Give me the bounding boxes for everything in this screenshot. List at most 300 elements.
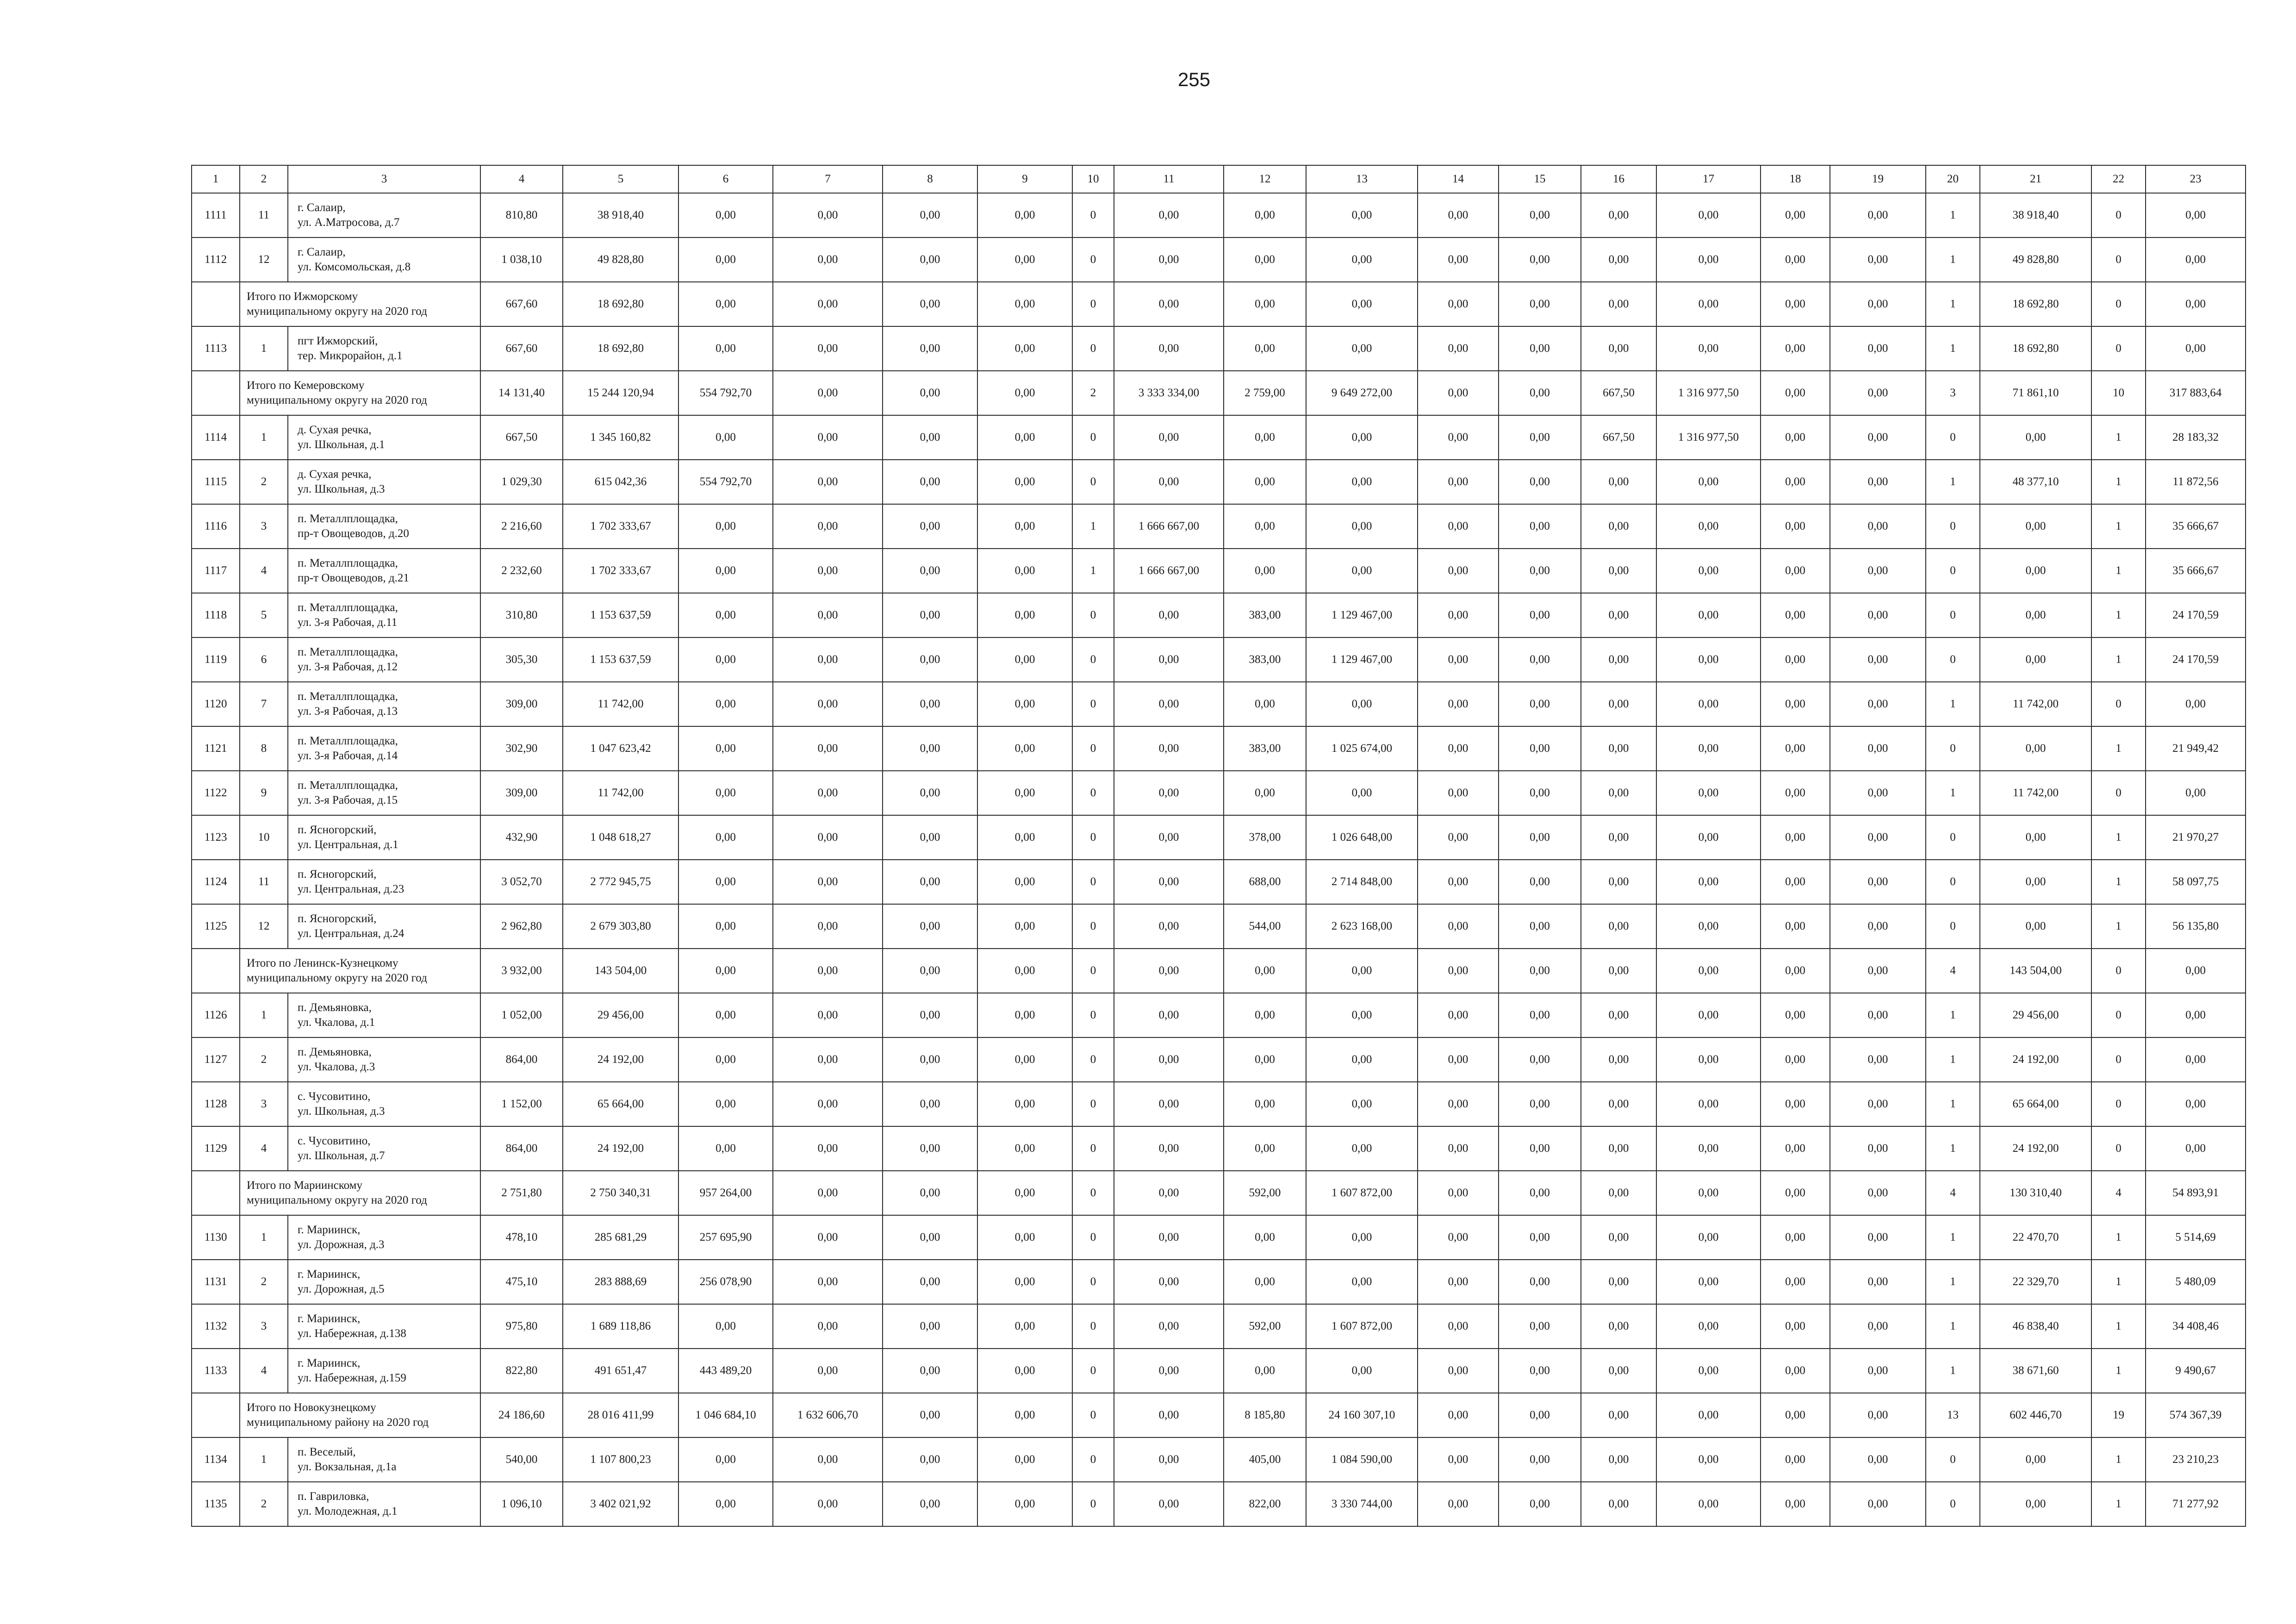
address-cell — [288, 1437, 480, 1482]
address-line: ул. 3-я Рабочая, д.15 — [298, 794, 398, 806]
value-cell: 0,00 — [883, 415, 977, 460]
value-cell: 130 310,40 — [1980, 1171, 2091, 1215]
value-cell: 0,00 — [1418, 504, 1499, 549]
value-cell: 0,00 — [1656, 1037, 1761, 1082]
value-cell: 0,00 — [1830, 326, 1926, 371]
value-cell: 1 — [2091, 549, 2146, 593]
value-cell: 0 — [2091, 771, 2146, 815]
value-cell: 0,00 — [883, 282, 977, 326]
value-cell: 0 — [1072, 326, 1114, 371]
subtotal-row — [192, 282, 2246, 326]
value-cell: 1 — [2091, 1482, 2146, 1526]
sub-number-cell: 12 — [240, 904, 288, 949]
value-cell: 0,00 — [1656, 993, 1761, 1037]
value-cell: 1 345 160,82 — [563, 415, 678, 460]
value-cell: 0,00 — [1224, 993, 1306, 1037]
value-cell: 143 504,00 — [1980, 949, 2091, 993]
subtotal-row — [192, 371, 2246, 415]
column-number-cell: 21 — [1980, 165, 2091, 193]
value-cell: 0,00 — [1980, 1482, 2091, 1526]
value-cell: 1 025 674,00 — [1306, 726, 1418, 771]
value-cell: 0,00 — [1581, 1393, 1656, 1437]
address-line: г. Мариинск, — [298, 1357, 361, 1369]
value-cell: 0,00 — [1830, 237, 1926, 282]
value-cell: 0,00 — [977, 282, 1072, 326]
address-cell — [288, 549, 480, 593]
value-cell: 0,00 — [1499, 282, 1581, 326]
subtotal-label — [240, 1393, 480, 1437]
value-cell: 302,90 — [480, 726, 563, 771]
value-cell: 0,00 — [977, 993, 1072, 1037]
address-line: ул. Центральная, д.24 — [298, 927, 404, 940]
value-cell: 0,00 — [2146, 237, 2246, 282]
value-cell: 9 490,67 — [2146, 1349, 2246, 1393]
value-cell: 0,00 — [1306, 326, 1418, 371]
row-number-cell: 1135 — [192, 1482, 240, 1526]
value-cell: 0,00 — [1114, 1260, 1224, 1304]
value-cell: 810,80 — [480, 193, 563, 237]
value-cell: 383,00 — [1224, 637, 1306, 682]
value-cell: 0,00 — [1656, 593, 1761, 637]
value-cell: 0,00 — [1418, 1260, 1499, 1304]
value-cell: 9 649 272,00 — [1306, 371, 1418, 415]
value-cell: 54 893,91 — [2146, 1171, 2246, 1215]
value-cell: 65 664,00 — [1980, 1082, 2091, 1126]
value-cell: 478,10 — [480, 1215, 563, 1260]
value-cell: 0,00 — [1499, 949, 1581, 993]
value-cell: 0,00 — [883, 460, 977, 504]
row-number-cell: 1123 — [192, 815, 240, 860]
value-cell: 3 330 744,00 — [1306, 1482, 1418, 1526]
sub-number-cell: 2 — [240, 1037, 288, 1082]
address-line: г. Мариинск, — [298, 1268, 361, 1280]
value-cell: 0,00 — [1656, 1393, 1761, 1437]
value-cell: 0,00 — [1114, 815, 1224, 860]
table-row — [192, 1082, 2246, 1126]
value-cell: 1 702 333,67 — [563, 549, 678, 593]
address-line: с. Чусовитино, — [298, 1090, 371, 1103]
value-cell: 0,00 — [773, 415, 883, 460]
value-cell: 0,00 — [977, 1393, 1072, 1437]
value-cell: 0,00 — [678, 904, 773, 949]
value-cell: 0,00 — [977, 326, 1072, 371]
subtotal-label-line: Итого по Ижморскому — [247, 290, 358, 303]
value-cell: 0,00 — [1980, 549, 2091, 593]
value-cell: 0,00 — [1761, 1304, 1830, 1349]
address-line: пр-т Овощеводов, д.20 — [298, 527, 409, 540]
value-cell: 24 192,00 — [563, 1126, 678, 1171]
value-cell: 0,00 — [773, 993, 883, 1037]
value-cell: 0,00 — [678, 1437, 773, 1482]
value-cell: 0,00 — [1306, 460, 1418, 504]
table-row — [192, 771, 2246, 815]
value-cell: 0,00 — [1830, 815, 1926, 860]
value-cell: 0,00 — [773, 237, 883, 282]
table-row — [192, 1482, 2246, 1526]
value-cell: 0,00 — [773, 637, 883, 682]
value-cell: 0,00 — [773, 682, 883, 726]
value-cell: 574 367,39 — [2146, 1393, 2246, 1437]
value-cell: 0,00 — [1656, 637, 1761, 682]
value-cell: 0,00 — [1656, 1304, 1761, 1349]
value-cell: 0,00 — [1656, 904, 1761, 949]
value-cell: 1 — [2091, 1349, 2146, 1393]
value-cell: 975,80 — [480, 1304, 563, 1349]
value-cell: 3 402 021,92 — [563, 1482, 678, 1526]
value-cell: 1 038,10 — [480, 237, 563, 282]
value-cell: 11 872,56 — [2146, 460, 2246, 504]
value-cell: 285 681,29 — [563, 1215, 678, 1260]
value-cell: 432,90 — [480, 815, 563, 860]
value-cell: 1 — [1926, 1126, 1980, 1171]
value-cell: 540,00 — [480, 1437, 563, 1482]
value-cell: 0,00 — [1306, 1037, 1418, 1082]
value-cell: 1 — [2091, 637, 2146, 682]
table-row — [192, 1349, 2246, 1393]
value-cell: 667,50 — [1581, 415, 1656, 460]
sub-number-cell: 11 — [240, 860, 288, 904]
value-cell: 0,00 — [1656, 282, 1761, 326]
value-cell: 0,00 — [678, 326, 773, 371]
column-number-cell: 16 — [1581, 165, 1656, 193]
value-cell: 0,00 — [1830, 193, 1926, 237]
value-cell: 1 029,30 — [480, 460, 563, 504]
address-line: ул. Набережная, д.159 — [298, 1372, 406, 1384]
value-cell: 0,00 — [1761, 1260, 1830, 1304]
value-cell: 0 — [1072, 1393, 1114, 1437]
sub-number-cell: 3 — [240, 1082, 288, 1126]
value-cell: 1 — [1926, 1215, 1980, 1260]
value-cell: 1 — [2091, 415, 2146, 460]
value-cell: 0,00 — [1830, 1215, 1926, 1260]
value-cell: 0,00 — [1499, 815, 1581, 860]
value-cell: 0 — [1072, 1349, 1114, 1393]
value-cell: 0 — [2091, 1126, 2146, 1171]
address-line: п. Металлплощадка, — [298, 690, 398, 703]
value-cell: 0,00 — [883, 682, 977, 726]
value-cell: 71 277,92 — [2146, 1482, 2246, 1526]
value-cell: 0,00 — [1581, 193, 1656, 237]
value-cell: 0,00 — [1761, 1082, 1830, 1126]
row-number-cell: 1112 — [192, 237, 240, 282]
row-number-cell: 1131 — [192, 1260, 240, 1304]
value-cell: 0,00 — [773, 726, 883, 771]
value-cell: 0,00 — [2146, 193, 2246, 237]
address-line: ул. Набережная, д.138 — [298, 1327, 406, 1340]
value-cell: 14 131,40 — [480, 371, 563, 415]
value-cell: 0,00 — [1224, 1349, 1306, 1393]
value-cell: 0,00 — [883, 1260, 977, 1304]
value-cell: 0,00 — [1761, 949, 1830, 993]
value-cell: 11 742,00 — [563, 771, 678, 815]
value-cell: 0,00 — [977, 415, 1072, 460]
value-cell: 615 042,36 — [563, 460, 678, 504]
value-cell: 0,00 — [773, 1260, 883, 1304]
value-cell: 0,00 — [1499, 460, 1581, 504]
value-cell: 0,00 — [1224, 549, 1306, 593]
address-line: г. Мариинск, — [298, 1312, 361, 1325]
value-cell: 0,00 — [1114, 860, 1224, 904]
value-cell: 0,00 — [1830, 904, 1926, 949]
value-cell: 0,00 — [773, 1482, 883, 1526]
value-cell: 0,00 — [1114, 1482, 1224, 1526]
value-cell: 0,00 — [1418, 237, 1499, 282]
value-cell: 0,00 — [2146, 993, 2246, 1037]
subtotal-row — [192, 1171, 2246, 1215]
row-number-cell: 1120 — [192, 682, 240, 726]
address-line: п. Ясногорский, — [298, 868, 377, 881]
sub-number-cell: 1 — [240, 326, 288, 371]
value-cell: 0,00 — [1306, 771, 1418, 815]
value-cell: 4 — [2091, 1171, 2146, 1215]
value-cell: 0,00 — [1761, 860, 1830, 904]
value-cell: 10 — [2091, 371, 2146, 415]
value-cell: 0,00 — [773, 949, 883, 993]
value-cell: 0,00 — [773, 860, 883, 904]
value-cell: 0,00 — [773, 1437, 883, 1482]
row-number-cell: 1115 — [192, 460, 240, 504]
value-cell: 24 170,59 — [2146, 593, 2246, 637]
address-cell — [288, 1482, 480, 1526]
value-cell: 0,00 — [1980, 860, 2091, 904]
value-cell: 1 — [2091, 460, 2146, 504]
row-number-cell: 1118 — [192, 593, 240, 637]
value-cell: 0,00 — [1499, 1215, 1581, 1260]
address-line: п. Ясногорский, — [298, 824, 377, 836]
value-cell: 0,00 — [1306, 682, 1418, 726]
value-cell: 0,00 — [1656, 1126, 1761, 1171]
value-cell: 1 316 977,50 — [1656, 415, 1761, 460]
address-line: ул. Вокзальная, д.1а — [298, 1461, 397, 1473]
value-cell: 0,00 — [1581, 1437, 1656, 1482]
value-cell: 0,00 — [977, 237, 1072, 282]
value-cell: 0 — [1926, 904, 1980, 949]
value-cell: 0,00 — [1581, 1082, 1656, 1126]
value-cell: 256 078,90 — [678, 1260, 773, 1304]
value-cell: 0 — [1926, 726, 1980, 771]
value-cell: 0,00 — [773, 815, 883, 860]
row-number-cell: 1130 — [192, 1215, 240, 1260]
value-cell: 0,00 — [883, 1126, 977, 1171]
value-cell: 0,00 — [1114, 193, 1224, 237]
value-cell: 0,00 — [883, 1437, 977, 1482]
value-cell: 0,00 — [1499, 682, 1581, 726]
value-cell: 310,80 — [480, 593, 563, 637]
value-cell: 0,00 — [883, 1393, 977, 1437]
row-number-cell: 1116 — [192, 504, 240, 549]
value-cell: 0,00 — [678, 549, 773, 593]
value-cell: 0,00 — [1114, 1393, 1224, 1437]
value-cell: 0,00 — [1418, 1393, 1499, 1437]
value-cell: 0,00 — [1499, 904, 1581, 949]
value-cell: 0,00 — [883, 371, 977, 415]
value-cell: 0,00 — [1830, 460, 1926, 504]
row-number-cell: 1126 — [192, 993, 240, 1037]
value-cell: 0,00 — [883, 237, 977, 282]
value-cell: 0,00 — [1418, 1082, 1499, 1126]
value-cell: 0,00 — [1581, 949, 1656, 993]
value-cell: 0,00 — [1656, 1171, 1761, 1215]
value-cell: 0 — [1926, 637, 1980, 682]
sub-number-cell: 2 — [240, 1260, 288, 1304]
value-cell: 1 — [1926, 193, 1980, 237]
value-cell: 0,00 — [1306, 504, 1418, 549]
table-row — [192, 1260, 2246, 1304]
value-cell: 0,00 — [1761, 1393, 1830, 1437]
value-cell: 0,00 — [1224, 326, 1306, 371]
address-cell — [288, 726, 480, 771]
value-cell: 48 377,10 — [1980, 460, 2091, 504]
address-cell — [288, 637, 480, 682]
subtotal-label — [240, 1171, 480, 1215]
value-cell: 0,00 — [1581, 282, 1656, 326]
value-cell: 0,00 — [883, 815, 977, 860]
sub-number-cell: 4 — [240, 549, 288, 593]
value-cell: 0,00 — [1418, 549, 1499, 593]
value-cell: 0,00 — [1830, 860, 1926, 904]
address-line: ул. Дорожная, д.5 — [298, 1283, 385, 1295]
address-line: пр-т Овощеводов, д.21 — [298, 572, 409, 584]
value-cell: 0,00 — [1761, 415, 1830, 460]
value-cell: 1 — [2091, 860, 2146, 904]
value-cell: 0,00 — [1761, 326, 1830, 371]
value-cell: 0,00 — [1499, 1171, 1581, 1215]
value-cell: 0 — [1072, 993, 1114, 1037]
value-cell: 0,00 — [678, 237, 773, 282]
sub-number-cell: 4 — [240, 1349, 288, 1393]
table-row — [192, 326, 2246, 371]
value-cell: 1 316 977,50 — [1656, 371, 1761, 415]
value-cell: 1 129 467,00 — [1306, 593, 1418, 637]
address-line: с. Чусовитино, — [298, 1135, 371, 1147]
value-cell: 443 489,20 — [678, 1349, 773, 1393]
sub-number-cell: 1 — [240, 415, 288, 460]
value-cell: 0,00 — [1499, 593, 1581, 637]
value-cell: 2 759,00 — [1224, 371, 1306, 415]
sub-number-cell: 1 — [240, 1215, 288, 1260]
column-number-cell: 7 — [773, 165, 883, 193]
value-cell: 0,00 — [1224, 682, 1306, 726]
value-cell: 3 932,00 — [480, 949, 563, 993]
column-number-cell: 1 — [192, 165, 240, 193]
row-number-cell: 1125 — [192, 904, 240, 949]
value-cell: 0,00 — [977, 637, 1072, 682]
table-row — [192, 415, 2246, 460]
value-cell: 0,00 — [1418, 1304, 1499, 1349]
value-cell: 2 216,60 — [480, 504, 563, 549]
column-number-cell: 8 — [883, 165, 977, 193]
column-number-cell: 17 — [1656, 165, 1761, 193]
value-cell: 822,80 — [480, 1349, 563, 1393]
address-line: ул. 3-я Рабочая, д.14 — [298, 750, 398, 762]
address-line: тер. Микрорайон, д.1 — [298, 350, 403, 362]
address-cell — [288, 1082, 480, 1126]
address-line: ул. Чкалова, д.1 — [298, 1016, 375, 1029]
value-cell: 0,00 — [1656, 237, 1761, 282]
value-cell: 0,00 — [678, 415, 773, 460]
table-row — [192, 860, 2246, 904]
value-cell: 0,00 — [977, 815, 1072, 860]
value-cell: 0,00 — [1761, 1215, 1830, 1260]
value-cell: 56 135,80 — [2146, 904, 2246, 949]
value-cell: 0,00 — [1114, 1126, 1224, 1171]
value-cell: 1 607 872,00 — [1306, 1171, 1418, 1215]
value-cell: 0,00 — [1581, 1482, 1656, 1526]
value-cell: 0 — [1072, 637, 1114, 682]
value-cell: 35 666,67 — [2146, 549, 2246, 593]
value-cell: 1 084 590,00 — [1306, 1437, 1418, 1482]
value-cell: 0 — [2091, 1082, 2146, 1126]
value-cell: 18 692,80 — [1980, 326, 2091, 371]
value-cell: 38 918,40 — [563, 193, 678, 237]
value-cell: 0,00 — [1656, 193, 1761, 237]
value-cell: 0 — [1072, 1171, 1114, 1215]
sub-number-cell: 2 — [240, 460, 288, 504]
address-cell — [288, 415, 480, 460]
table-row — [192, 237, 2246, 282]
value-cell: 0,00 — [1830, 1349, 1926, 1393]
address-cell — [288, 1349, 480, 1393]
row-number-cell: 1129 — [192, 1126, 240, 1171]
column-number-cell: 10 — [1072, 165, 1114, 193]
value-cell: 0,00 — [1499, 1437, 1581, 1482]
value-cell: 0,00 — [1224, 415, 1306, 460]
value-cell: 383,00 — [1224, 593, 1306, 637]
value-cell: 0,00 — [773, 1126, 883, 1171]
value-cell: 257 695,90 — [678, 1215, 773, 1260]
value-cell: 0,00 — [1830, 504, 1926, 549]
value-cell: 592,00 — [1224, 1304, 1306, 1349]
empty-number-cell — [192, 949, 240, 993]
row-number-cell: 1111 — [192, 193, 240, 237]
value-cell: 0,00 — [883, 726, 977, 771]
value-cell: 1 — [2091, 726, 2146, 771]
value-cell: 0,00 — [1499, 771, 1581, 815]
value-cell: 0,00 — [1761, 504, 1830, 549]
value-cell: 0,00 — [1114, 282, 1224, 326]
subtotal-label-line: муниципальному округу на 2020 год — [247, 972, 427, 984]
value-cell: 0,00 — [883, 593, 977, 637]
value-cell: 0,00 — [1761, 282, 1830, 326]
value-cell: 1 — [1926, 326, 1980, 371]
value-cell: 0 — [1072, 1304, 1114, 1349]
value-cell: 0,00 — [1581, 726, 1656, 771]
value-cell: 0,00 — [1761, 993, 1830, 1037]
value-cell: 0,00 — [1418, 682, 1499, 726]
value-cell: 0 — [1072, 1037, 1114, 1082]
value-cell: 378,00 — [1224, 815, 1306, 860]
value-cell: 21 970,27 — [2146, 815, 2246, 860]
value-cell: 1 153 637,59 — [563, 637, 678, 682]
value-cell: 0,00 — [1224, 237, 1306, 282]
table-row — [192, 504, 2246, 549]
value-cell: 0,00 — [1980, 593, 2091, 637]
value-cell: 1 — [2091, 1304, 2146, 1349]
value-cell: 35 666,67 — [2146, 504, 2246, 549]
value-cell: 0,00 — [1499, 993, 1581, 1037]
value-cell: 58 097,75 — [2146, 860, 2246, 904]
value-cell: 0 — [2091, 949, 2146, 993]
value-cell: 0,00 — [1224, 1260, 1306, 1304]
value-cell: 0,00 — [1114, 1349, 1224, 1393]
value-cell: 0,00 — [1114, 949, 1224, 993]
column-number-cell: 18 — [1761, 165, 1830, 193]
value-cell: 0,00 — [773, 504, 883, 549]
value-cell: 0 — [2091, 237, 2146, 282]
value-cell: 0,00 — [1581, 682, 1656, 726]
value-cell: 1 096,10 — [480, 1482, 563, 1526]
column-number-cell: 12 — [1224, 165, 1306, 193]
